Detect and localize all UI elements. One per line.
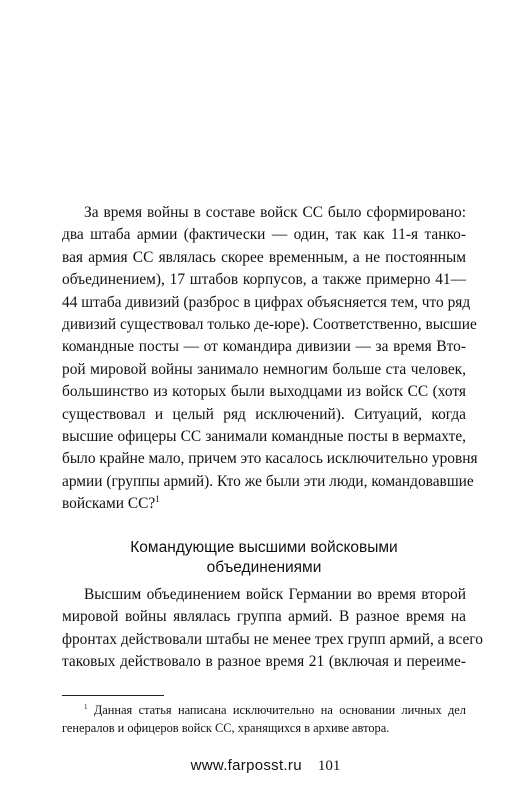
text-line: таковых действовало в разное время 21 (включая и переиме- (62, 653, 466, 671)
text-line: войсками СС? (62, 495, 156, 513)
main-paragraph (62, 202, 478, 516)
text-line: Высшим объединением войск Германии во время второй (84, 586, 466, 603)
section-heading-line-2: объединениями (206, 559, 322, 576)
text-line: дивизий существовал только де-юре). Соответственно, высшие (62, 316, 477, 334)
footnote-text: Данная статья написана исключительно на основании личных дел (87, 703, 466, 717)
text-line: высшие офицеры СС занимали командные посты в вермахте, (62, 428, 466, 446)
second-paragraph (62, 584, 483, 674)
text-line: большинство из которых были выходцами из войск СС (хотя (62, 383, 466, 401)
text-line: мировой войны являлась группа армий. В разное время на (62, 608, 466, 626)
text-line: два штаба армии (фактически — один, так как 11-я танко- (62, 226, 466, 244)
text-line: фронтах действовали штабы не менее трех групп армий, а всего (62, 630, 483, 648)
footnote-reference[interactable]: 1 (155, 494, 160, 505)
section-heading (62, 538, 466, 578)
section-heading-line-1: Командующие высшими войсковыми (130, 539, 398, 556)
text-line: За время войны в составе войск СС было сформировано: (84, 204, 466, 221)
text-line: объединением), 17 штабов корпусов, а также примерно 41— (62, 271, 466, 289)
site-url[interactable]: www.farposst.ru (190, 757, 302, 774)
text-line: рой мировой войны занимало немногим больше ста человек, (62, 360, 466, 378)
text-line: существовал и целый ряд исключений). Ситуаций, когда (62, 405, 466, 423)
footnote (62, 701, 466, 737)
footnote-divider (62, 695, 164, 696)
page-footer (0, 757, 531, 775)
footnote-marker: 1 (84, 702, 88, 711)
page-number: 101 (317, 758, 341, 774)
text-line: вая армия СС являлась скорее временным, а не постоянным (62, 248, 466, 266)
text-line: армии (группы армий). Кто же были эти люди, командовавшие (62, 472, 474, 490)
footnote-line: генералов и офицеров войск СС, хранящихся в архиве автора. (62, 721, 390, 735)
text-line-last (62, 493, 466, 515)
text-line: 44 штаба дивизий (разброс в цифрах объясняется тем, что ряд (62, 293, 471, 311)
text-line: командные посты — от командира дивизии — за время Вто- (62, 338, 466, 356)
footnote-line (62, 701, 466, 719)
text-line: было крайне мало, причем это касалось исключительно уровня (62, 450, 478, 468)
